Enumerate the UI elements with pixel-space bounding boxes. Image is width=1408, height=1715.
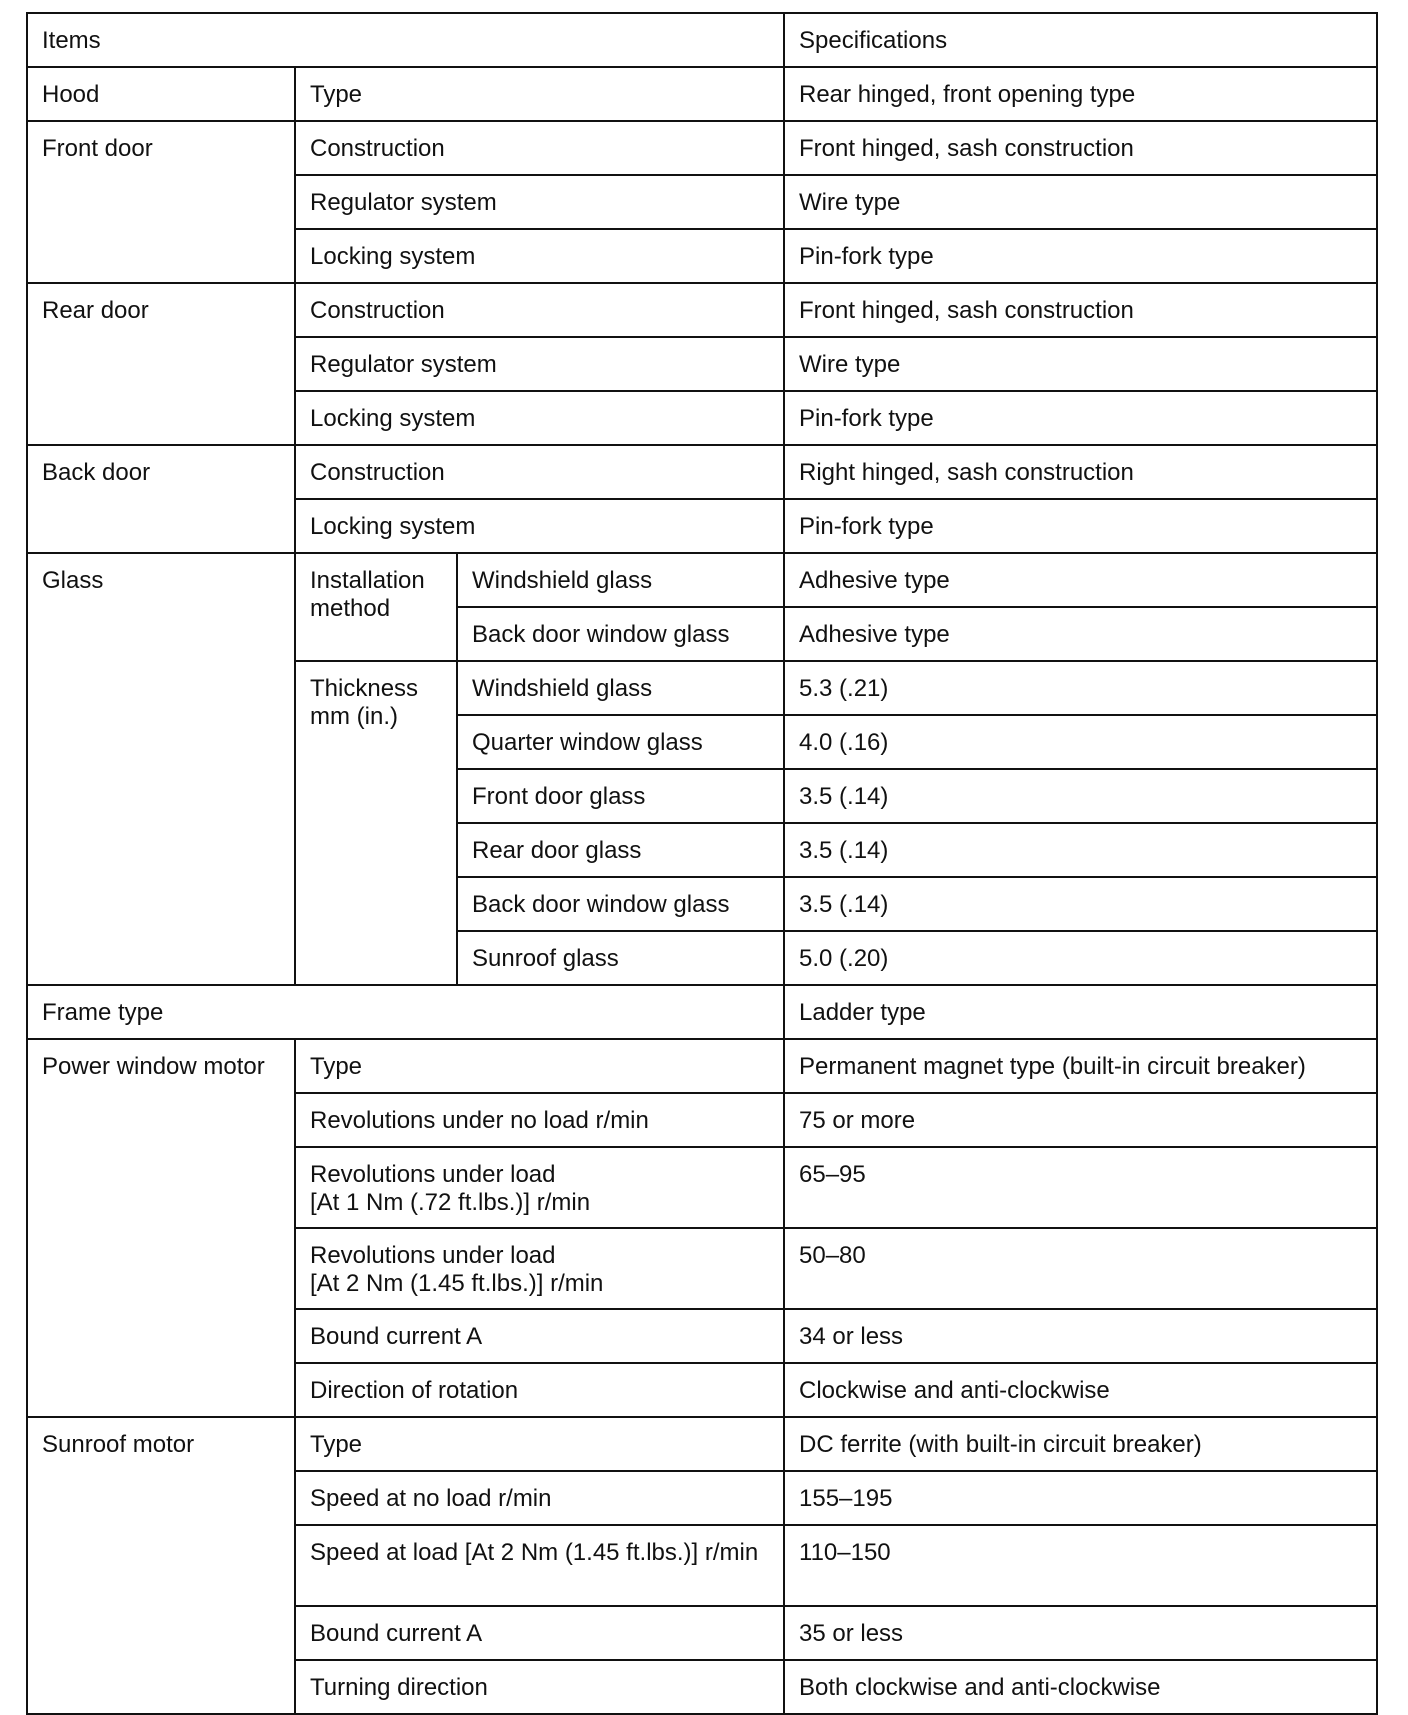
spec-cell: 3.5 (.14) bbox=[784, 769, 1377, 823]
specifications-table bbox=[26, 12, 1378, 1715]
subgroup-label-installation bbox=[295, 553, 457, 661]
spec-cell: 155–195 bbox=[784, 1471, 1377, 1525]
item-cell: Type bbox=[295, 1039, 784, 1093]
spec-cell: 5.0 (.20) bbox=[784, 931, 1377, 985]
item-cell: Windshield glass bbox=[457, 553, 784, 607]
spec-cell: 3.5 (.14) bbox=[784, 877, 1377, 931]
item-line: [At 2 Nm (1.45 ft.lbs.)] r/min bbox=[310, 1269, 604, 1297]
spec-cell: Front hinged, sash construction bbox=[784, 283, 1377, 337]
item-cell: Back door window glass bbox=[457, 607, 784, 661]
table-row bbox=[27, 283, 1377, 337]
item-cell: Quarter window glass bbox=[457, 715, 784, 769]
item-cell: Construction bbox=[295, 283, 784, 337]
item-cell: Type bbox=[295, 1417, 784, 1471]
item-cell: Locking system bbox=[295, 391, 784, 445]
spec-cell: Wire type bbox=[784, 175, 1377, 229]
item-cell bbox=[295, 1147, 784, 1228]
spec-cell: Permanent magnet type (built-in circuit breaker) bbox=[784, 1039, 1377, 1093]
group-label-power-window-motor: Power window motor bbox=[27, 1039, 295, 1417]
group-label-glass: Glass bbox=[27, 553, 295, 985]
item-cell: Speed at load [At 2 Nm (1.45 ft.lbs.)] r/min bbox=[295, 1525, 784, 1606]
spec-cell: 75 or more bbox=[784, 1093, 1377, 1147]
item-cell: Bound current A bbox=[295, 1606, 784, 1660]
spec-cell: Clockwise and anti-clockwise bbox=[784, 1363, 1377, 1417]
spec-cell: Pin-fork type bbox=[784, 229, 1377, 283]
item-cell: Construction bbox=[295, 445, 784, 499]
item-cell: Locking system bbox=[295, 499, 784, 553]
spec-cell: 5.3 (.21) bbox=[784, 661, 1377, 715]
group-label-front-door: Front door bbox=[27, 121, 295, 283]
item-line: Revolutions under load bbox=[310, 1242, 556, 1269]
subgroup-label-line: method bbox=[310, 594, 391, 622]
spec-cell: Adhesive type bbox=[784, 553, 1377, 607]
spec-cell: DC ferrite (with built-in circuit breaker) bbox=[784, 1417, 1377, 1471]
group-label-sunroof-motor: Sunroof motor bbox=[27, 1417, 295, 1714]
table-row bbox=[27, 553, 1377, 607]
item-cell: Rear door glass bbox=[457, 823, 784, 877]
spec-cell: 35 or less bbox=[784, 1606, 1377, 1660]
spec-cell: 110–150 bbox=[784, 1525, 1377, 1606]
table-row bbox=[27, 1039, 1377, 1093]
subgroup-label-line: Thickness bbox=[310, 675, 419, 702]
header-row bbox=[27, 13, 1377, 67]
spec-cell: Both clockwise and anti-clockwise bbox=[784, 1660, 1377, 1714]
spec-cell: Wire type bbox=[784, 337, 1377, 391]
spec-cell: 3.5 (.14) bbox=[784, 823, 1377, 877]
item-cell bbox=[295, 1228, 784, 1309]
item-cell: Regulator system bbox=[295, 337, 784, 391]
item-cell: Speed at no load r/min bbox=[295, 1471, 784, 1525]
item-cell: Turning direction bbox=[295, 1660, 784, 1714]
subgroup-label-line: mm (in.) bbox=[310, 702, 398, 730]
items-header: Items bbox=[27, 13, 784, 67]
item-cell: Construction bbox=[295, 121, 784, 175]
item-cell: Revolutions under no load r/min bbox=[295, 1093, 784, 1147]
table-row bbox=[27, 1417, 1377, 1471]
item-cell: Locking system bbox=[295, 229, 784, 283]
specifications-header: Specifications bbox=[784, 13, 1377, 67]
item-cell: Bound current A bbox=[295, 1309, 784, 1363]
spec-cell: 50–80 bbox=[784, 1228, 1377, 1309]
subgroup-label-thickness bbox=[295, 661, 457, 985]
subgroup-label-line: Installation bbox=[310, 567, 425, 594]
table-row bbox=[27, 121, 1377, 175]
spec-cell: Front hinged, sash construction bbox=[784, 121, 1377, 175]
item-cell: Front door glass bbox=[457, 769, 784, 823]
item-cell: Type bbox=[295, 67, 784, 121]
group-label-frame-type: Frame type bbox=[27, 985, 784, 1039]
item-line: Revolutions under load bbox=[310, 1161, 556, 1188]
group-label-rear-door: Rear door bbox=[27, 283, 295, 445]
spec-cell: Ladder type bbox=[784, 985, 1377, 1039]
spec-cell: Pin-fork type bbox=[784, 499, 1377, 553]
spec-cell: Rear hinged, front opening type bbox=[784, 67, 1377, 121]
group-label-hood: Hood bbox=[27, 67, 295, 121]
item-cell: Regulator system bbox=[295, 175, 784, 229]
table-row bbox=[27, 67, 1377, 121]
spec-cell: Adhesive type bbox=[784, 607, 1377, 661]
item-cell: Sunroof glass bbox=[457, 931, 784, 985]
spec-cell: Pin-fork type bbox=[784, 391, 1377, 445]
spec-cell: 65–95 bbox=[784, 1147, 1377, 1228]
item-cell: Windshield glass bbox=[457, 661, 784, 715]
spec-cell: Right hinged, sash construction bbox=[784, 445, 1377, 499]
table-row bbox=[27, 985, 1377, 1039]
spec-cell: 34 or less bbox=[784, 1309, 1377, 1363]
item-line: [At 1 Nm (.72 ft.lbs.)] r/min bbox=[310, 1188, 591, 1216]
group-label-back-door: Back door bbox=[27, 445, 295, 553]
table-row bbox=[27, 445, 1377, 499]
item-cell: Back door window glass bbox=[457, 877, 784, 931]
spec-cell: 4.0 (.16) bbox=[784, 715, 1377, 769]
item-cell: Direction of rotation bbox=[295, 1363, 784, 1417]
